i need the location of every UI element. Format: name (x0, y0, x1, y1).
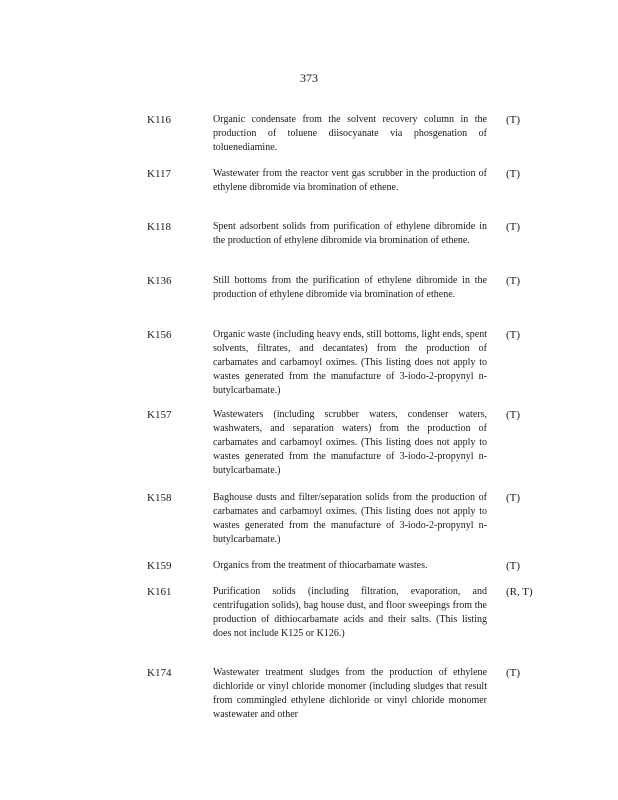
hazard-code: (T) (506, 667, 521, 679)
hazard-code: (T) (506, 114, 521, 126)
waste-description: Wastewaters (including scrubber waters, condenser waters, washwaters, and separation waters) from the production of carbamates and carbamoyl oximes. (This listing does not apply to wastes generated from the manufacture of 3-iodo-2-propynyl n-butylcarbamate.) (213, 409, 487, 476)
waste-description: Organic condensate from the solvent recovery column in the production of toluene diisocyanate via phosgenation of toluenediamine. (213, 114, 487, 153)
waste-code: K118 (147, 221, 172, 233)
waste-description: Spent adsorbent solids from purification of ethylene dibromide in the production of ethylene dibromide via bromination of ethene. (213, 221, 487, 246)
waste-description: Wastewater from the reactor vent gas scrubber in the production of ethylene dibromide via bromination of ethene. (213, 168, 487, 193)
waste-code: K156 (147, 329, 172, 341)
waste-description: Baghouse dusts and filter/separation solids from the production of carbamates and carbamoyl oximes. (This listing does not apply to wastes generated from the manufacture of 3-iodo-2-propynyl n-butylcarbamate.) (213, 492, 487, 545)
waste-code: K159 (147, 560, 172, 572)
waste-description: Organics from the treatment of thiocarbamate wastes. (213, 560, 428, 571)
hazard-code: (T) (506, 168, 521, 180)
hazard-code: (T) (506, 492, 521, 504)
waste-code: K158 (147, 492, 172, 504)
hazard-code: (T) (506, 409, 521, 421)
hazard-code: (T) (506, 329, 521, 341)
waste-description: Wastewater treatment sludges from the production of ethylene dichloride or vinyl chloride monomer (including sludges that result from commingled ethylene dichloride or vinyl chloride monomer wastewater and other (213, 667, 487, 720)
hazard-code: (T) (506, 560, 521, 572)
waste-description: Still bottoms from the purification of ethylene dibromide in the production of ethylene dibromide via bromination of ethene. (213, 275, 487, 300)
waste-description: Purification solids (including filtration, evaporation, and centrifugation solids), bag house dust, and floor sweepings from the production of dithiocarbamate acids and their salts. (This listing does not include K125 or K126.) (213, 586, 487, 639)
page-number: 373 (300, 71, 318, 85)
waste-code: K117 (147, 168, 172, 180)
waste-code: K157 (147, 409, 172, 421)
waste-code: K136 (147, 275, 172, 287)
waste-code: K161 (147, 586, 172, 598)
waste-code: K116 (147, 114, 172, 126)
hazard-code: (T) (506, 275, 521, 287)
hazard-code: (T) (506, 221, 521, 233)
waste-code: K174 (147, 667, 172, 679)
hazard-code: (R, T) (506, 586, 533, 598)
waste-description: Organic waste (including heavy ends, still bottoms, light ends, spent solvents, filtrates, and decantates) from the production of carbamates and carbamoyl oximes. (This listing does not apply to wastes generated from the manufacture of 3-iodo-2-propynyl n-butylcarbamate.) (213, 329, 487, 396)
